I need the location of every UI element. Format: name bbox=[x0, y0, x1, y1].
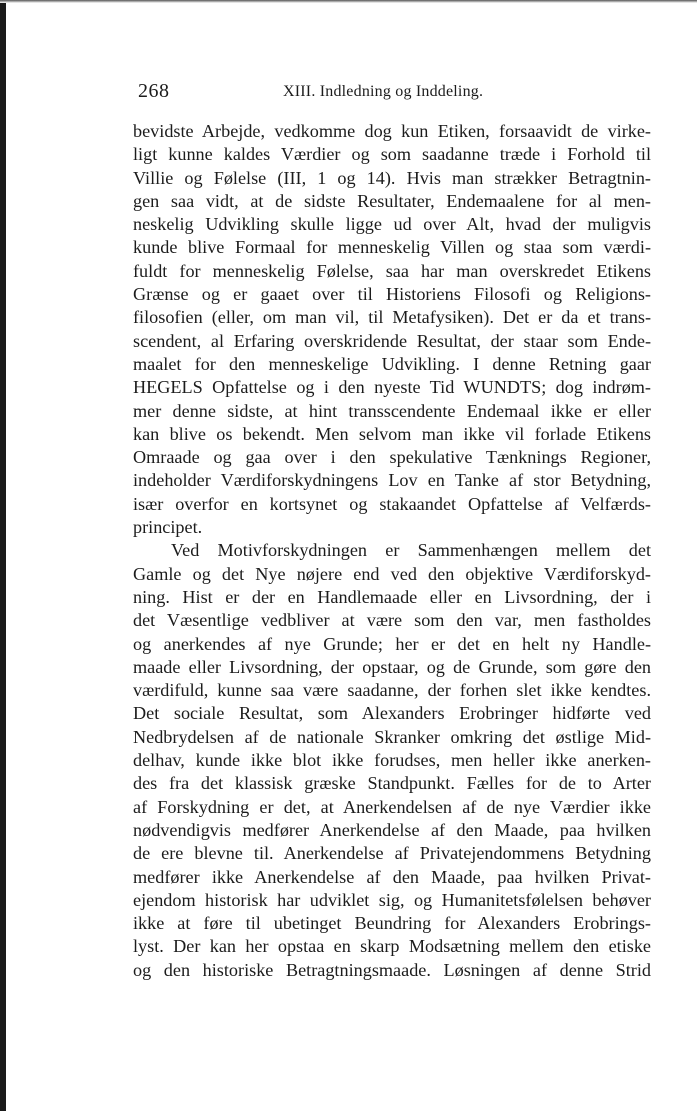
text-line: gen saa vidt, at de sidste Resultater, Endemaalene for al men- bbox=[133, 190, 651, 211]
text-line: nødvendigvis medfører Anerkendelse af den Maade, paa hvilken bbox=[133, 819, 651, 840]
paragraph-last-line: principet. bbox=[133, 517, 203, 538]
text-line: medfører ikke Anerkendelse af den Maade, paa hvilken Privat- bbox=[133, 866, 651, 887]
text-line: kunde blive Formaal for menneskelig Villen og staa som værdi- bbox=[133, 237, 651, 258]
text-line: lyst. Der kan her opstaa en skarp Modsætning mellem den etiske bbox=[133, 936, 651, 957]
text-line: det Væsentlige vedbliver at være som den var, men fastholdes bbox=[133, 610, 651, 631]
running-head-title: XIII. Indledning og Inddeling. bbox=[283, 83, 484, 100]
text-line: filosofien (eller, om man vil, til Metafysiken). Det er da et trans- bbox=[133, 307, 651, 328]
text-line: Omraade og gaa over i den spekulative Tænknings Regioner, bbox=[133, 447, 651, 468]
text-line: delhav, kunde ikke blot ikke forudses, men heller ikke anerken- bbox=[133, 750, 651, 771]
text-line: mer denne sidste, at hint transscendente Endemaal ikke er eller bbox=[133, 400, 651, 421]
text-line: de ere blevne til. Anerkendelse af Privatejendommens Betydning bbox=[133, 843, 651, 864]
paragraph-first-line: Ved Motivforskydningen er Sammenhængen mellem det bbox=[171, 540, 651, 561]
text-line: Det sociale Resultat, som Alexanders Erobringer hidførte ved bbox=[133, 703, 651, 724]
text-line: Nedbrydelsen af de nationale Skranker omkring det østlige Mid- bbox=[133, 726, 651, 747]
text-line: maade eller Livsordning, der opstaar, og de Grunde, som gøre den bbox=[133, 656, 651, 677]
text-line: des fra det klassisk græske Standpunkt. Fælles for de to Arter bbox=[133, 773, 651, 794]
text-line: scendent, al Erfaring overskridende Resultat, der staar som Ende- bbox=[133, 330, 651, 351]
text-line: fuldt for menneskelig Følelse, saa har man overskredet Etikens bbox=[133, 260, 651, 281]
text-line: Grænse og er gaaet over til Historiens Filosofi og Religions- bbox=[133, 284, 651, 305]
text-line: neskelig Udvikling skulle ligge ud over Alt, hvad der muligvis bbox=[133, 214, 651, 235]
page-edge-shadow bbox=[0, 0, 6, 1111]
page-number: 268 bbox=[138, 80, 170, 102]
text-line: ligt kunne kaldes Værdier og som saadanne træde i Forhold til bbox=[133, 144, 651, 165]
text-line: ning. Hist er der en Handlemaade eller en Livsordning, der i bbox=[133, 586, 651, 607]
text-line: indeholder Værdiforskydningens Lov en Tanke af stor Betydning, bbox=[133, 470, 651, 491]
page-top-shadow bbox=[0, 0, 697, 3]
text-line: og den historiske Betragtningsmaade. Løsningen af denne Strid bbox=[133, 959, 651, 980]
text-line: Gamle og det Nye nøjere end ved den objektive Værdiforskyd- bbox=[133, 563, 651, 584]
text-line: og anerkendes af nye Grunde; her er det en helt ny Handle- bbox=[133, 633, 651, 654]
text-line: Villie og Følelse (III, 1 og 14). Hvis man strækker Betragtnin- bbox=[133, 167, 651, 188]
text-line: værdifuld, kunne saa være saadanne, der forhen slet ikke kendtes. bbox=[133, 680, 651, 701]
text-line: især overfor en kortsynet og stakaandet Opfattelse af Velfærds- bbox=[133, 493, 651, 514]
text-line: maalet for den menneskelige Udvikling. I denne Retning gaar bbox=[133, 353, 651, 374]
text-line: HEGELS Opfattelse og i den nyeste Tid WUNDTS; dog indrøm- bbox=[133, 377, 651, 398]
text-line: ikke at føre til ubetinget Beundring for Alexanders Erobrings- bbox=[133, 913, 651, 934]
text-line: bevidste Arbejde, vedkomme dog kun Etiken, forsaavidt de virke- bbox=[133, 121, 651, 141]
body-text bbox=[133, 120, 651, 982]
text-line: kan blive os bekendt. Men selvom man ikke vil forlade Etikens bbox=[133, 423, 651, 444]
text-line: af Forskydning er det, at Anerkendelsen af de nye Værdier ikke bbox=[133, 796, 651, 817]
text-line: ejendom historisk har udviklet sig, og Humanitetsfølelsen behøver bbox=[133, 889, 651, 910]
running-head bbox=[138, 80, 658, 108]
